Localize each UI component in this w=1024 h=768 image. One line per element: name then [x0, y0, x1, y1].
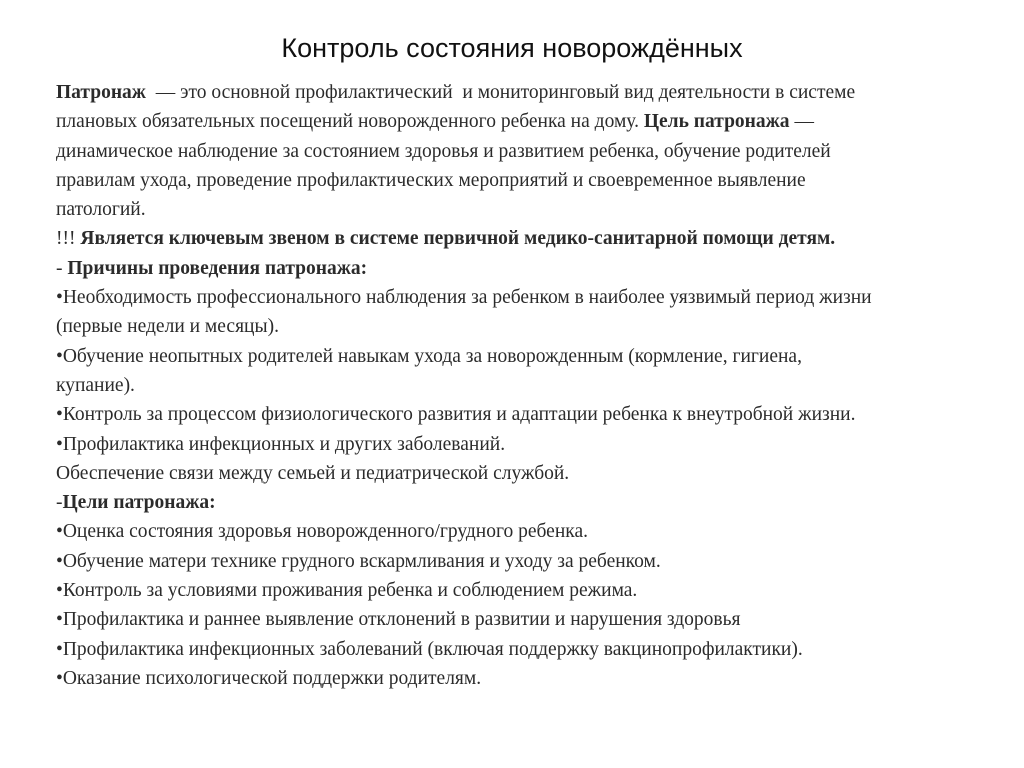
intro-dash: — [145, 82, 181, 103]
reasons-item-4 [56, 430, 996, 459]
reasons-item-2-text: Обучение неопытных родителей навыкам ухода за новорожденным (кормление, гигиена, [62, 345, 802, 367]
intro-line-2 [56, 107, 996, 136]
goals-item [56, 576, 996, 605]
goals-item-text: Контроль за условиями проживания ребенка и соблюдением режима. [62, 580, 638, 602]
bullet-icon: • [56, 345, 63, 367]
intro-line-4: правилам ухода, проведение профилактических мероприятий и своевременное выявление [56, 169, 806, 191]
reasons-item-4-text: Профилактика инфекционных и других заболеваний. [62, 433, 506, 455]
goals-heading-line [56, 488, 996, 517]
key-note-prefix: !!! [56, 228, 81, 250]
intro-line-1 [56, 78, 996, 107]
reasons-item-1-text: Необходимость профессионального наблюдения за ребенком в наиболее уязвимый период жизни [62, 287, 872, 309]
goals-item-text: Обучение матери технике грудного вскармливания и уходу за ребенком. [62, 550, 661, 572]
intro-line-2-text: плановых обязательных посещений новорожденного ребенка на дому. [56, 111, 644, 133]
reasons-item-3-text: Контроль за процессом физиологического развития и адаптации ребенка к внеутробной жизни. [62, 404, 856, 426]
reasons-prefix: - [56, 257, 68, 279]
bullet-icon: • [56, 404, 63, 426]
reasons-item-3 [56, 400, 996, 429]
reasons-heading-line [56, 254, 996, 283]
reasons-item-2 [56, 342, 996, 371]
bullet-icon: • [56, 609, 63, 631]
goals-item [56, 635, 996, 664]
bullet-icon: • [56, 580, 63, 602]
reasons-item-1 [56, 283, 996, 312]
goals-item [56, 605, 996, 634]
slide-body [56, 78, 996, 693]
goals-item [56, 664, 996, 693]
bullet-icon: • [56, 433, 63, 455]
reasons-item-5: Обеспечение связи между семьей и педиатрической службой. [56, 462, 570, 484]
goals-item [56, 517, 996, 546]
goals-prefix: - [56, 492, 63, 514]
goals-item-text: Оказание психологической поддержки родителям. [62, 667, 482, 689]
intro-line-3: динамическое наблюдение за состоянием здоровья и развитием ребенка, обучение родителей [56, 140, 831, 162]
bullet-icon: • [56, 287, 63, 309]
intro-line-1-text: это основной профилактический и мониторинговый вид деятельности в системе [180, 82, 856, 103]
key-note-text: Является ключевым звеном в системе первичной медико-санитарной помощи детям. [80, 228, 836, 250]
goal-dash: — [789, 111, 814, 133]
reasons-item-1-cont: (первые недели и месяцы). [56, 316, 279, 338]
bullet-icon: • [56, 521, 63, 543]
key-note [56, 224, 996, 253]
goals-item-text: Профилактика и раннее выявление отклонений в развитии и нарушения здоровья [62, 609, 741, 631]
reasons-heading: Причины проведения патронажа: [67, 257, 368, 279]
intro-line-5: патологий. [56, 199, 146, 221]
goals-item-text: Профилактика инфекционных заболеваний (включая поддержку вакцинопрофилактики). [62, 638, 803, 660]
intro-term: Патронаж [56, 82, 146, 103]
goal-term: Цель патронажа [643, 111, 790, 133]
bullet-icon: • [56, 667, 63, 689]
goals-heading: Цели патронажа: [62, 492, 216, 514]
goals-item-text: Оценка состояния здоровья новорожденного/грудного ребенка. [62, 521, 588, 543]
reasons-item-2-cont: купание). [56, 374, 135, 396]
slide-title: Контроль состояния новорождённых [281, 33, 743, 63]
bullet-icon: • [56, 638, 63, 660]
bullet-icon: • [56, 550, 63, 572]
goals-item [56, 547, 996, 576]
